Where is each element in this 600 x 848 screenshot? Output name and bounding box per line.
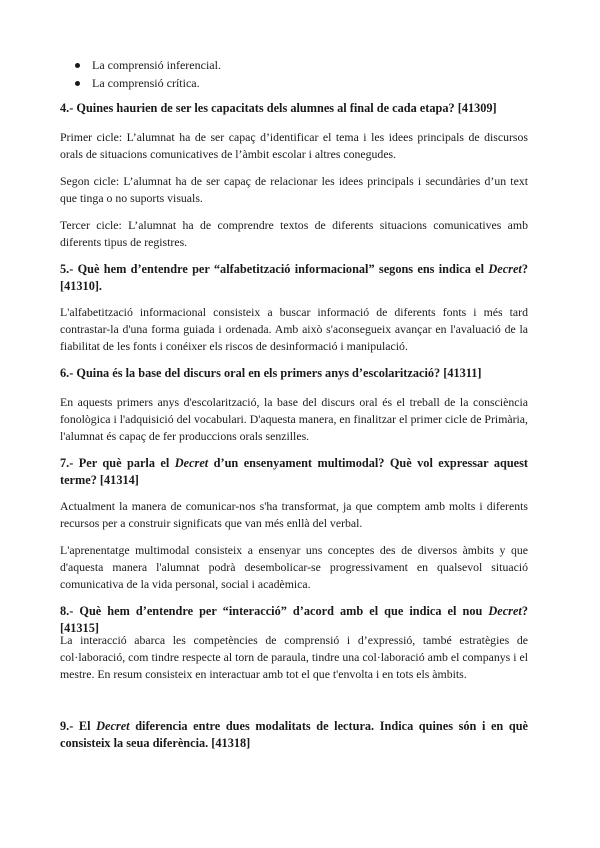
- question-6-heading: 6.- Quina és la base del discurs oral en els primers anys d’escolarització? [41311]: [60, 366, 482, 380]
- question-4-answer-segon-cicle: Segon cicle: L’alumnat ha de ser capaç de relacionar les idees principals i secundàries d’un text que tinga o no suports visuals.: [60, 174, 528, 205]
- question-4-answer-primer-cicle: Primer cicle: L’alumnat ha de ser capaç d’identificar el tema i les idees principals de discursos orals de situacions comunicatives de l’àmbit escolar i altres conegudes.: [60, 130, 528, 161]
- decret-italic: Decret: [488, 604, 522, 618]
- decret-italic: Decret: [174, 456, 209, 470]
- question-8-answer: La interacció abarca les competències de comprensió i d’expressió, també estratègies de col·laboració, com tindre respecte al torn de paraula, tindre una col·laboració amb el companys i el mestre. En resum consisteix en interactuar amb tot el que t'envolta i en tots els àmbits.: [60, 633, 528, 681]
- question-7-answer-2: L'aprenentatge multimodal consisteix a ensenyar uns conceptes des de diversos àmbits y que d'aquesta manera l'alumnat podrà desembolicar-se progressivament en qualsevol situació comunicativa de la vida personal, social i acadèmica.: [60, 543, 528, 591]
- question-7-heading: 7.- Per què parla el Decret d’un ensenyament multimodal? Què vol expressar aquest terme? [41314]: [60, 456, 529, 487]
- bullet-item: La comprensió inferencial.: [72, 56, 221, 74]
- question-6-answer: En aquests primers anys d'escolarització, la base del discurs oral és el treball de la consciència fonològica i l'adquisició del vocabulari. D'aquesta manera, en finalitzar el primer cicle de Primària, l'alumnat és capaç de fer produccions orals senzilles.: [60, 395, 528, 443]
- bullet-dot-icon: [75, 81, 80, 86]
- question-9-heading: 9.- El Decret diferencia entre dues modalitats de lectura. Indica quines són i en què consisteix la seua diferència. [41318]: [60, 719, 528, 750]
- question-7-answer-1: Actualment la manera de comunicar-nos s'ha transformat, ja que comptem amb molts i diferents recursos per a construir significats que van més enllà del verbal.: [60, 499, 528, 530]
- question-5-answer: L'alfabetització informacional consisteix a buscar informació de diferents fonts i més tard contrastar-la d'una forma guiada i ordenada. Amb això s'aconsegueix avançar en l'avaluació de la fiabilitat de les fonts i conéixer els riscos de desinformació i manipulació.: [60, 305, 528, 353]
- bullet-list: [72, 56, 221, 92]
- bullet-item: La comprensió crítica.: [72, 74, 221, 92]
- question-4-heading: 4.- Quines haurien de ser les capacitats dels alumnes al final de cada etapa? [41309]: [60, 101, 497, 115]
- question-4-answer-tercer-cicle: Tercer cicle: L’alumnat ha de comprendre textos de diferents situacions comunicatives amb diferents tipus de registres.: [60, 218, 528, 249]
- question-8-heading: 8.- Què hem d’entendre per “interacció” d’acord amb el que indica el nou Decret? [41315]: [60, 604, 528, 635]
- decret-italic: Decret: [96, 719, 130, 733]
- decret-italic: Decret: [488, 262, 522, 276]
- question-5-heading: 5.- Què hem d’entendre per “alfabetització informacional” segons ens indica el Decret? [41310].: [60, 262, 528, 293]
- bullet-dot-icon: [75, 63, 80, 68]
